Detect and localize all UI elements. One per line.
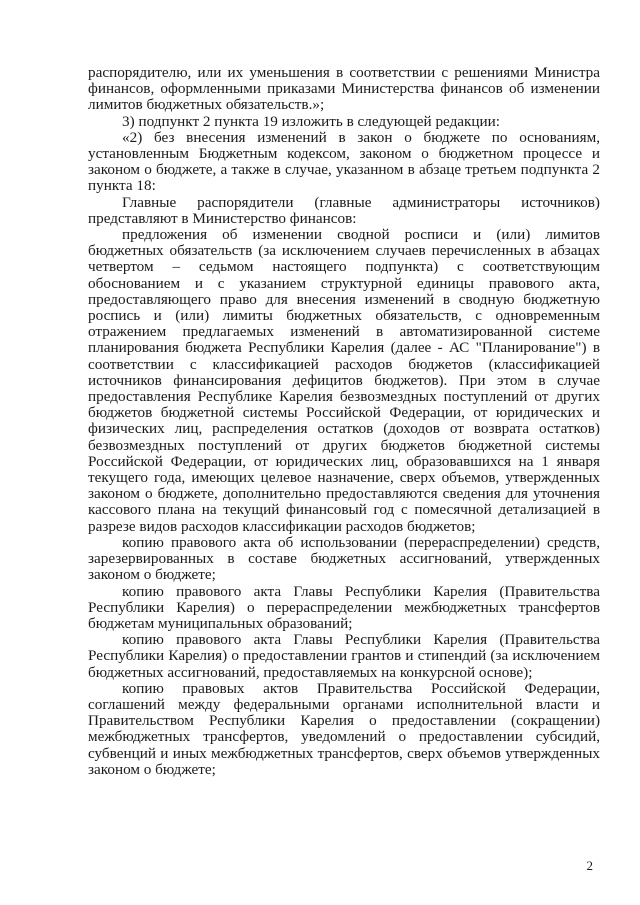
paragraph-continuation: распорядителю, или их уменьшения в соответствии с решениями Министра финансов, оформленными приказами Министерства финансов об изменении лимитов бюджетных обязательств.»;: [88, 64, 600, 114]
paragraph-main-administrators: Главные распорядители (главные администраторы источников) представляют в Министерство финансов:: [88, 193, 600, 227]
paragraph-copy-reserve-act: копию правового акта об использовании (перераспределении) средств, зарезервированных в составе бюджетных ассигнований, утвержденных законом о бюджете;: [88, 533, 600, 584]
paragraph-copy-grants-act: копию правового акта Главы Республики Карелия (Правительства Республики Карелия) о предоставлении грантов и стипендий (за исключением бюджетных ассигнований, предоставляемых на конкурсной основе);: [88, 631, 600, 681]
page-number: 2: [586, 858, 593, 873]
document-body: [88, 65, 600, 778]
paragraph-new-wording: «2) без внесения изменений в закон о бюджете по основаниям, установленным Бюджетным кодексом, законом о бюджетном процессе и законом о бюджете, а также в случае, указанном в абзаце третьем подпункта 2 пункта 18:: [88, 128, 600, 195]
paragraph-copy-federal-acts: копию правовых актов Правительства Российской Федерации, соглашений между федеральными органами исполнительной власти и Правительством Республики Карелия о предоставлении (сокращении) межбюджетных трансфертов, уведомлений о предоставлении субсидий, субвенций и иных межбюджетных трансфертов, сверх объемов утвержденных законом о бюджете;: [88, 679, 600, 778]
paragraph-subitem-3: 3) подпункт 2 пункта 19 изложить в следующей редакции:: [122, 112, 501, 130]
paragraph-proposals: предложения об изменении сводной росписи и (или) лимитов бюджетных обязательств (за исключением случаев перечисленных в абзацах четвертом – седьмом настоящего подпункта) с соответствующим обоснованием и с указанием структурной единицы правового акта, предоставляющего право для внесения изменений в сводную бюджетную роспись и (или) лимиты бюджетных обязательств, с одновременным отражением предлагаемых изменений в автоматизированной системе планирования бюджета Республики Карелия (далее - АС "Планирование") в соответствии с классификацией расходов бюджетов (классификацией источников финансирования дефицитов бюджетов). При этом в случае предоставления Республике Карелия безвозмездных поступлений от других бюджетов бюджетной системы Российской Федерации, от юридических и физических лиц, распределения остатков (доходов от возврата остатков) безвозмездных поступлений от других бюджетов бюджетной системы Российской Федерации, от юридических лиц, образовавшихся на 1 января текущего года, имеющих целевое назначение, сверх объемов, утвержденных законом о бюджете, дополнительно предоставляются сведения для уточнения кассового плана на текущий финансовый год с помесячной детализацией в разрезе видов расходов классификации расходов бюджетов;: [88, 226, 600, 535]
paragraph-copy-transfers-act: копию правового акта Главы Республики Карелия (Правительства Республики Карелия) о перераспределении межбюджетных трансфертов бюджетам муниципальных образований;: [88, 582, 600, 632]
